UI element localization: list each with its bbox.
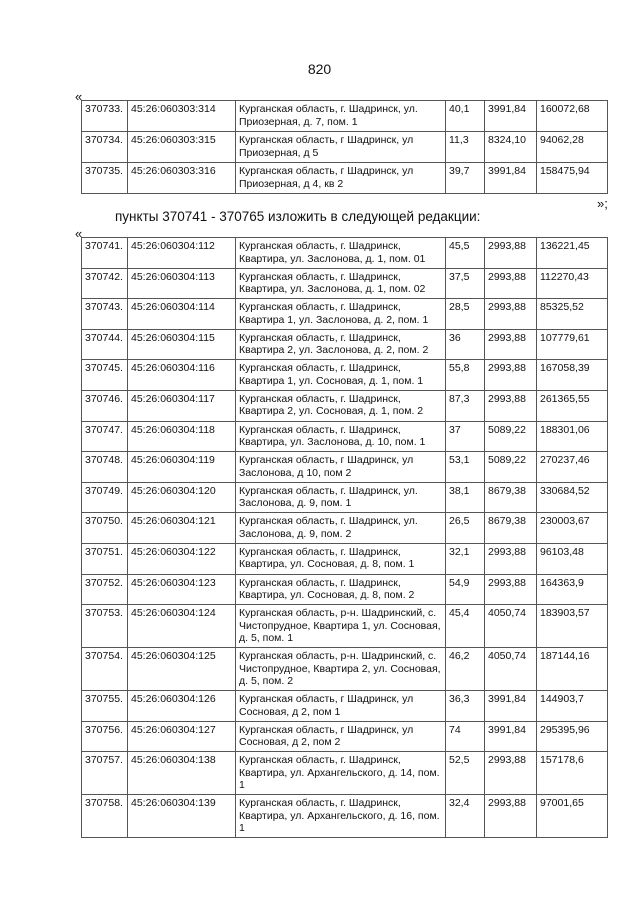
area-cell: 32,4 <box>446 795 485 838</box>
table-top-body <box>82 101 608 194</box>
page-number: 820 <box>307 61 332 77</box>
row-number-cell: 370756. <box>82 721 128 752</box>
unit-price-cell: 4050,74 <box>485 605 537 648</box>
row-number-cell: 370733. <box>82 101 128 132</box>
total-value-cell: 97001,65 <box>537 795 608 838</box>
area-cell: 36,3 <box>446 691 485 722</box>
table-row <box>82 452 608 483</box>
area-cell: 40,1 <box>446 101 485 132</box>
row-number-cell: 370743. <box>82 299 128 330</box>
area-cell: 45,4 <box>446 605 485 648</box>
row-number-cell: 370735. <box>82 163 128 194</box>
address-cell: Курганская область, г. Шадринск, ул. Заслонова, д. 9, пом. 1 <box>236 482 446 513</box>
area-cell: 28,5 <box>446 299 485 330</box>
table-row <box>82 390 608 421</box>
unit-price-cell: 2993,88 <box>485 329 537 360</box>
row-number-cell: 370752. <box>82 574 128 605</box>
unit-price-cell: 5089,22 <box>485 452 537 483</box>
address-cell: Курганская область, р-н. Шадринский, с. Чистопрудное, Квартира 1, ул. Сосновая, д. 5, пом. 1 <box>236 605 446 648</box>
cadastral-number-cell: 45:26:060303:315 <box>128 132 236 163</box>
table-row <box>82 101 608 132</box>
row-number-cell: 370741. <box>82 238 128 269</box>
unit-price-cell: 2993,88 <box>485 752 537 795</box>
table-row <box>82 752 608 795</box>
row-number-cell: 370751. <box>82 543 128 574</box>
total-value-cell: 144903,7 <box>537 691 608 722</box>
table-row <box>82 329 608 360</box>
cadastral-number-cell: 45:26:060304:124 <box>128 605 236 648</box>
table-row <box>82 238 608 269</box>
total-value-cell: 167058,39 <box>537 360 608 391</box>
address-cell: Курганская область, г Шадринск, ул Сосновая, д 2, пом 1 <box>236 691 446 722</box>
area-cell: 74 <box>446 721 485 752</box>
table-row <box>82 795 608 838</box>
area-cell: 45,5 <box>446 238 485 269</box>
area-cell: 36 <box>446 329 485 360</box>
unit-price-cell: 3991,84 <box>485 101 537 132</box>
table-row <box>82 299 608 330</box>
area-cell: 26,5 <box>446 513 485 544</box>
total-value-cell: 85325,52 <box>537 299 608 330</box>
cadastral-number-cell: 45:26:060304:112 <box>128 238 236 269</box>
area-cell: 38,1 <box>446 482 485 513</box>
address-cell: Курганская область, г. Шадринск, Квартира, ул. Архангельского, д. 16, пом. 1 <box>236 795 446 838</box>
table-row <box>82 574 608 605</box>
total-value-cell: 107779,61 <box>537 329 608 360</box>
cadastral-number-cell: 45:26:060304:125 <box>128 648 236 691</box>
unit-price-cell: 8324,10 <box>485 132 537 163</box>
table-row <box>82 268 608 299</box>
table-row <box>82 691 608 722</box>
total-value-cell: 187144,16 <box>537 648 608 691</box>
area-cell: 55,8 <box>446 360 485 391</box>
cadastral-number-cell: 45:26:060304:115 <box>128 329 236 360</box>
unit-price-cell: 2993,88 <box>485 268 537 299</box>
total-value-cell: 158475,94 <box>537 163 608 194</box>
instruction-text: пункты 370741 - 370765 изложить в следующей редакции: <box>115 209 481 224</box>
area-cell: 54,9 <box>446 574 485 605</box>
cadastral-number-cell: 45:26:060304:117 <box>128 390 236 421</box>
total-value-cell: 94062,28 <box>537 132 608 163</box>
cadastral-number-cell: 45:26:060304:119 <box>128 452 236 483</box>
unit-price-cell: 3991,84 <box>485 163 537 194</box>
address-cell: Курганская область, г. Шадринск, Квартира, ул. Сосновая, д. 8, пом. 1 <box>236 543 446 574</box>
cadastral-number-cell: 45:26:060304:138 <box>128 752 236 795</box>
address-cell: Курганская область, г. Шадринск, Квартира, ул. Заслонова, д. 10, пом. 1 <box>236 421 446 452</box>
cadastral-number-cell: 45:26:060304:121 <box>128 513 236 544</box>
cadastral-number-cell: 45:26:060304:126 <box>128 691 236 722</box>
address-cell: Курганская область, р-н. Шадринский, с. Чистопрудное, Квартира 2, ул. Сосновая, д. 5, пом. 2 <box>236 648 446 691</box>
unit-price-cell: 2993,88 <box>485 299 537 330</box>
total-value-cell: 261365,55 <box>537 390 608 421</box>
unit-price-cell: 4050,74 <box>485 648 537 691</box>
table-row <box>82 513 608 544</box>
total-value-cell: 164363,9 <box>537 574 608 605</box>
address-cell: Курганская область, г. Шадринск, Квартира, ул. Заслонова, д. 1, пом. 01 <box>236 238 446 269</box>
property-table-main <box>81 237 608 838</box>
open-quote-main: « <box>75 226 83 241</box>
row-number-cell: 370749. <box>82 482 128 513</box>
address-cell: Курганская область, г Шадринск, ул Приозерная, д 5 <box>236 132 446 163</box>
row-number-cell: 370755. <box>82 691 128 722</box>
total-value-cell: 330684,52 <box>537 482 608 513</box>
unit-price-cell: 8679,38 <box>485 513 537 544</box>
table-row <box>82 543 608 574</box>
area-cell: 87,3 <box>446 390 485 421</box>
area-cell: 46,2 <box>446 648 485 691</box>
property-table-top <box>81 100 608 194</box>
cadastral-number-cell: 45:26:060303:314 <box>128 101 236 132</box>
address-cell: Курганская область, г Шадринск, ул Сосновая, д 2, пом 2 <box>236 721 446 752</box>
row-number-cell: 370745. <box>82 360 128 391</box>
cadastral-number-cell: 45:26:060304:122 <box>128 543 236 574</box>
open-quote-top: « <box>75 89 83 104</box>
total-value-cell: 112270,43 <box>537 268 608 299</box>
cadastral-number-cell: 45:26:060304:113 <box>128 268 236 299</box>
cadastral-number-cell: 45:26:060303:316 <box>128 163 236 194</box>
close-quote: »; <box>597 196 608 211</box>
total-value-cell: 96103,48 <box>537 543 608 574</box>
table-row <box>82 648 608 691</box>
address-cell: Курганская область, г. Шадринск, ул. Приозерная, д. 7, пом. 1 <box>236 101 446 132</box>
table-row <box>82 421 608 452</box>
address-cell: Курганская область, г. Шадринск, Квартира 1, ул. Заслонова, д. 2, пом. 1 <box>236 299 446 330</box>
total-value-cell: 270237,46 <box>537 452 608 483</box>
total-value-cell: 230003,67 <box>537 513 608 544</box>
total-value-cell: 157178,6 <box>537 752 608 795</box>
unit-price-cell: 2993,88 <box>485 795 537 838</box>
cadastral-number-cell: 45:26:060304:127 <box>128 721 236 752</box>
address-cell: Курганская область, г. Шадринск, Квартира 2, ул. Заслонова, д. 2, пом. 2 <box>236 329 446 360</box>
table-row <box>82 132 608 163</box>
unit-price-cell: 2993,88 <box>485 543 537 574</box>
address-cell: Курганская область, г Шадринск, ул Заслонова, д 10, пом 2 <box>236 452 446 483</box>
address-cell: Курганская область, г. Шадринск, Квартира, ул. Архангельского, д. 14, пом. 1 <box>236 752 446 795</box>
table-row <box>82 360 608 391</box>
area-cell: 39,7 <box>446 163 485 194</box>
unit-price-cell: 5089,22 <box>485 421 537 452</box>
area-cell: 37 <box>446 421 485 452</box>
address-cell: Курганская область, г. Шадринск, Квартира 1, ул. Сосновая, д. 1, пом. 1 <box>236 360 446 391</box>
table-row <box>82 721 608 752</box>
table-row <box>82 482 608 513</box>
row-number-cell: 370747. <box>82 421 128 452</box>
unit-price-cell: 8679,38 <box>485 482 537 513</box>
table-main-body <box>82 238 608 838</box>
row-number-cell: 370758. <box>82 795 128 838</box>
row-number-cell: 370748. <box>82 452 128 483</box>
table-row <box>82 605 608 648</box>
row-number-cell: 370750. <box>82 513 128 544</box>
row-number-cell: 370753. <box>82 605 128 648</box>
row-number-cell: 370734. <box>82 132 128 163</box>
address-cell: Курганская область, г. Шадринск, Квартира, ул. Заслонова, д. 1, пом. 02 <box>236 268 446 299</box>
unit-price-cell: 2993,88 <box>485 390 537 421</box>
cadastral-number-cell: 45:26:060304:120 <box>128 482 236 513</box>
total-value-cell: 160072,68 <box>537 101 608 132</box>
unit-price-cell: 2993,88 <box>485 574 537 605</box>
cadastral-number-cell: 45:26:060304:118 <box>128 421 236 452</box>
cadastral-number-cell: 45:26:060304:116 <box>128 360 236 391</box>
total-value-cell: 188301,06 <box>537 421 608 452</box>
cadastral-number-cell: 45:26:060304:123 <box>128 574 236 605</box>
address-cell: Курганская область, г Шадринск, ул Приозерная, д 4, кв 2 <box>236 163 446 194</box>
address-cell: Курганская область, г. Шадринск, Квартира, ул. Сосновая, д. 8, пом. 2 <box>236 574 446 605</box>
unit-price-cell: 2993,88 <box>485 360 537 391</box>
area-cell: 53,1 <box>446 452 485 483</box>
cadastral-number-cell: 45:26:060304:139 <box>128 795 236 838</box>
row-number-cell: 370742. <box>82 268 128 299</box>
address-cell: Курганская область, г. Шадринск, Квартира 2, ул. Сосновая, д. 1, пом. 2 <box>236 390 446 421</box>
area-cell: 52,5 <box>446 752 485 795</box>
address-cell: Курганская область, г. Шадринск, ул. Заслонова, д. 9, пом. 2 <box>236 513 446 544</box>
row-number-cell: 370754. <box>82 648 128 691</box>
area-cell: 37,5 <box>446 268 485 299</box>
total-value-cell: 183903,57 <box>537 605 608 648</box>
unit-price-cell: 3991,84 <box>485 721 537 752</box>
area-cell: 11,3 <box>446 132 485 163</box>
unit-price-cell: 2993,88 <box>485 238 537 269</box>
total-value-cell: 295395,96 <box>537 721 608 752</box>
row-number-cell: 370744. <box>82 329 128 360</box>
area-cell: 32,1 <box>446 543 485 574</box>
cadastral-number-cell: 45:26:060304:114 <box>128 299 236 330</box>
unit-price-cell: 3991,84 <box>485 691 537 722</box>
total-value-cell: 136221,45 <box>537 238 608 269</box>
table-row <box>82 163 608 194</box>
row-number-cell: 370746. <box>82 390 128 421</box>
row-number-cell: 370757. <box>82 752 128 795</box>
